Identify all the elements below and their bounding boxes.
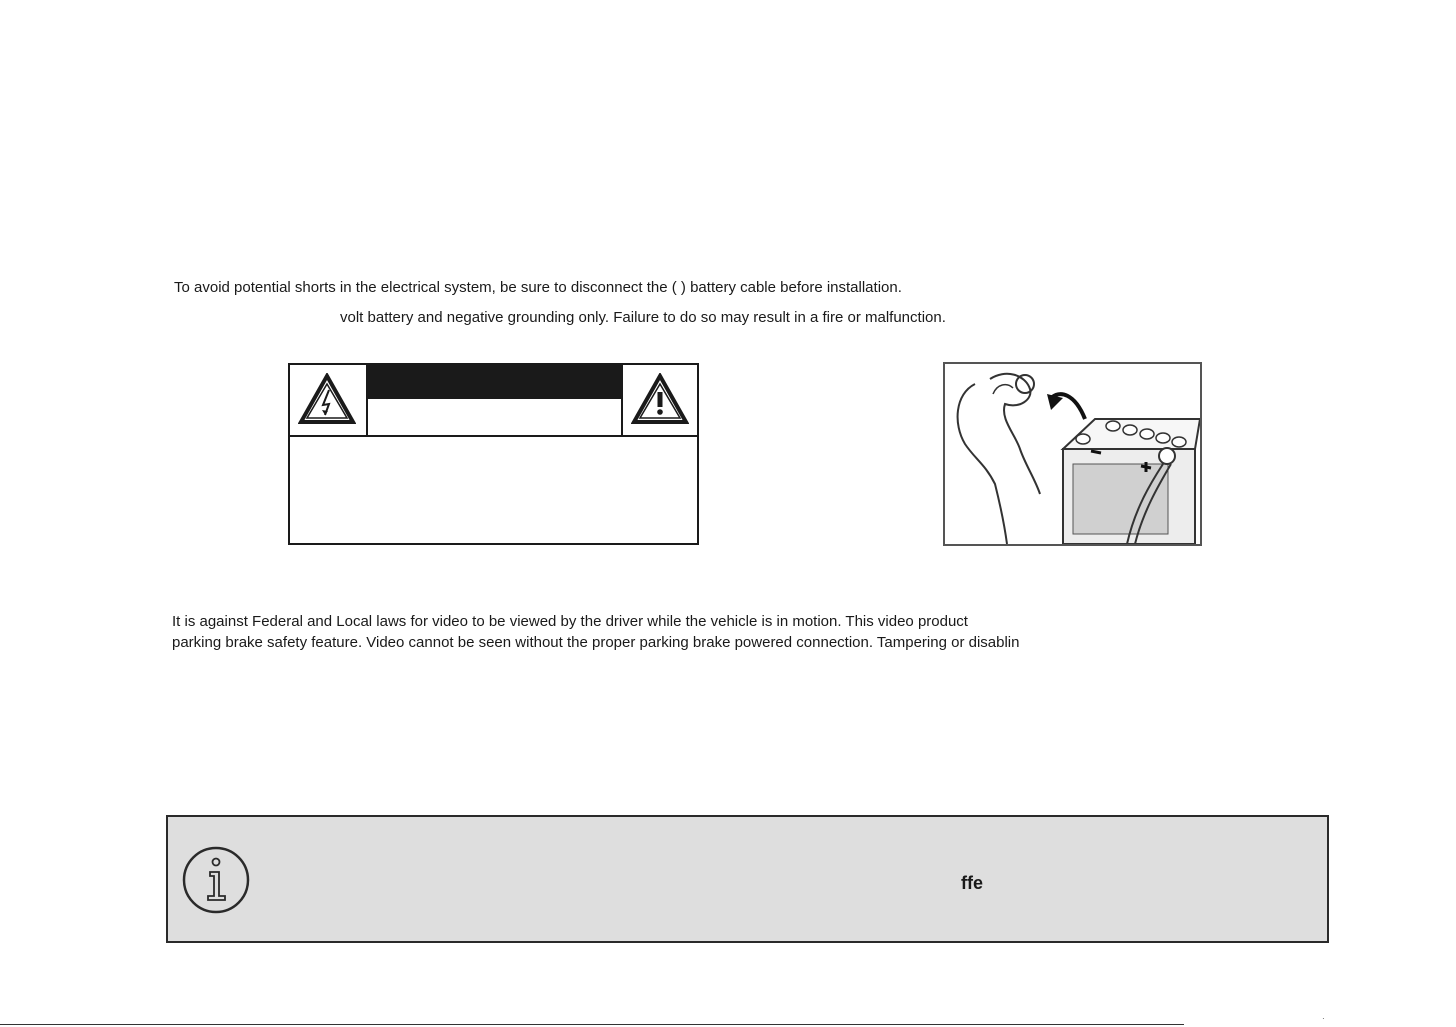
caution-label-header: [290, 365, 697, 437]
caution-left-cell: [290, 365, 368, 435]
info-icon: [182, 846, 250, 914]
battery-notice-line-1: To avoid potential shorts in the electrical system, be sure to disconnect the ( ) battery cable before installation.: [174, 279, 902, 296]
electric-shock-warning-icon: [298, 373, 356, 425]
caution-title-bar: [368, 365, 623, 399]
battery-illustration-drawing: [945, 364, 1200, 544]
footer-rule: [0, 1024, 1184, 1025]
caution-right-cell: [621, 365, 697, 435]
battery-disconnect-illustration: [943, 362, 1202, 546]
info-note-box: [166, 815, 1329, 943]
footer-mark: ·: [1322, 1014, 1325, 1023]
driving-notice-line-1: It is against Federal and Local laws for video to be viewed by the driver while the vehicle is in motion. This video product: [172, 613, 968, 630]
exclamation-warning-icon: [631, 373, 689, 425]
caution-label-box: [288, 363, 699, 545]
info-note-text: ffe: [961, 873, 983, 893]
driving-notice-line-2: parking brake safety feature. Video cannot be seen without the proper parking brake powered connection. Tampering or disablin: [172, 634, 1020, 651]
battery-notice-line-2: volt battery and negative grounding only. Failure to do so may result in a fire or malfunction.: [340, 309, 946, 326]
